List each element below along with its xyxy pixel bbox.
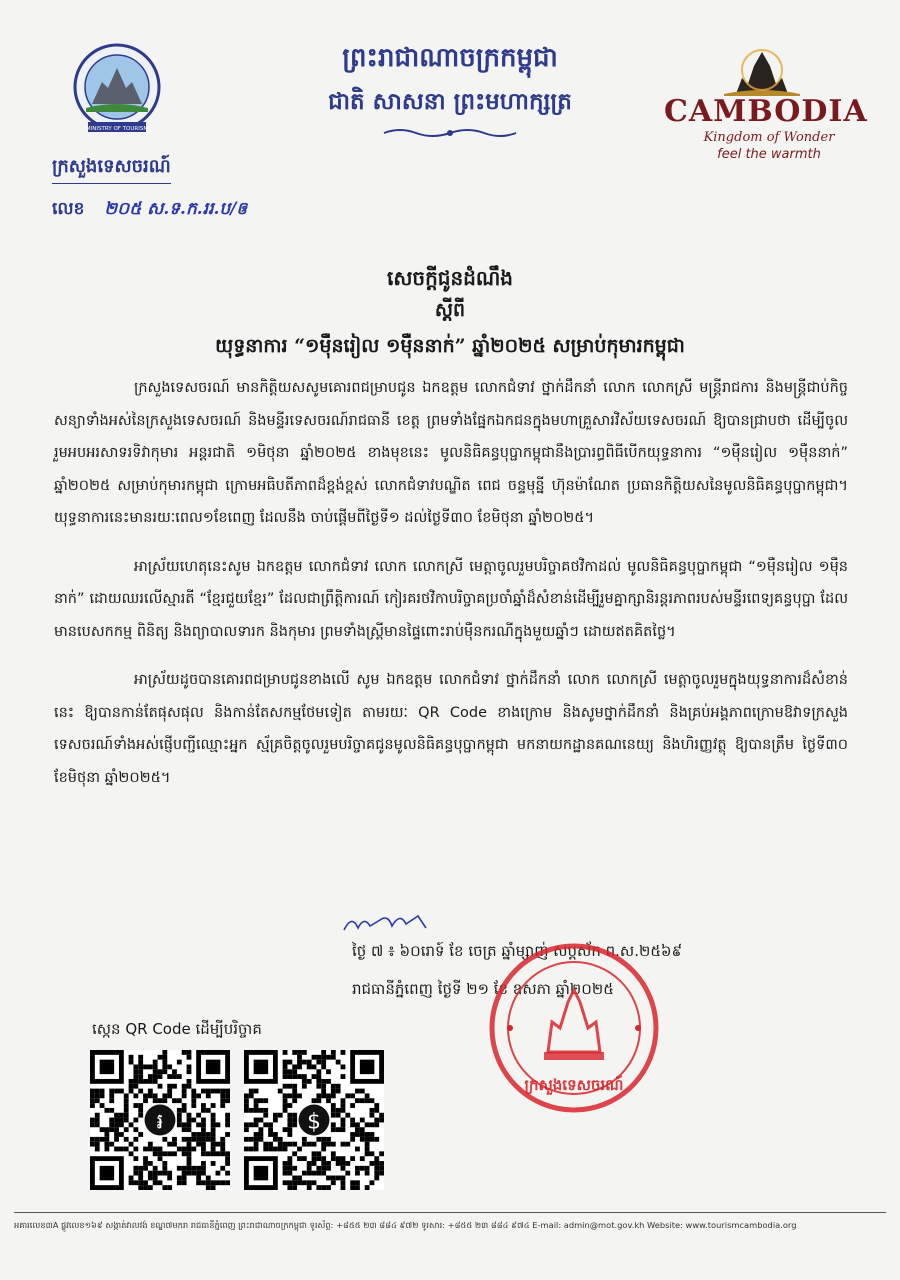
qr-code-dollar[interactable] — [244, 1050, 384, 1190]
qr-label: ស្កេន QR Code ដើម្បីបរិច្ចាគ — [92, 1020, 262, 1038]
paragraph-3: អាស្រ័យដូចបានគោរពជម្រាបជូនខាងលើ សូម ឯកឧត្តម លោកជំទាវ ថ្នាក់ដឹកនាំ លោក លោកស្រី មេត្តាចូលរួមក្នុងយុទ្ធនាការដ៏សំខាន់នេះ ឱ្យបានកាន់តែផុសផុល និងកាន់តែសកម្មថែមទៀត តាមរយៈ QR Code ខាងក្រោម និងសូមថ្នាក់ដឹកនាំ និងគ្រប់អង្គភាពក្រោមឱវាទក្រសួងទេសចរណ៍ទាំងអស់ផ្ញើបញ្ជីឈ្មោះអ្នក ស្ម័គ្រចិត្តចូលរួមបរិច្ចាគជូនមូលនិធិគន្ធបុប្ផាកម្ពុជា មកនាយកដ្ឋានគណនេយ្យ និងហិរញ្ញវត្ថុ ឱ្យបានត្រឹម ថ្ងៃទី៣០ ខែមិថុនា ឆ្នាំ២០២៥។ — [54, 672, 848, 786]
dollar-currency-icon-glyph: $ — [307, 1109, 321, 1135]
kingdom-header — [240, 38, 660, 144]
angkor-temple-icon — [664, 48, 860, 98]
title-line-2: ស្តីពី — [434, 299, 466, 321]
footer-divider — [14, 1212, 886, 1213]
brand-tagline: Kingdom of Wonder — [703, 130, 835, 145]
title-line-1: សេចក្តីជូនដំណឹង — [387, 266, 513, 290]
brand-slogan: feel the warmth — [717, 147, 821, 162]
svg-text:MINISTRY OF TOURISM: MINISTRY OF TOURISM — [85, 126, 149, 132]
qr-code-icon — [244, 1050, 384, 1190]
paragraph-2: អាស្រ័យហេតុនេះសូម ឯកឧត្តម លោកជំទាវ លោក លោកស្រី មេត្តាចូលរួមបរិច្ចាគថវិកាដល់ មូលនិធិគន្ធបុប្ផាកម្ពុជា “១ម៉ឺនរៀល ១ម៉ឺននាក់” ដោយឈរលើស្មារតី “ខ្មែរជួយខ្មែរ” ដែលជាព្រឹត្តិការណ៍ កៀរគរថវិកាបរិច្ចាគប្រចាំឆ្នាំដ៏សំខាន់ដើម្បីរួមគ្នាក្សានិរន្តរភាពរបស់មន្ទីរពេទ្យគន្ធបុប្ផា ដែលមានបេសកកម្ម ពិនិត្យ និងព្យាបាលទារក និងកុមារ ព្រមទាំងស្ត្រីមានផ្ទៃពោះរាប់ម៉ឺនករណីក្នុងមួយឆ្នាំៗ ដោយឥតគិតថ្លៃ។ — [54, 558, 848, 640]
title-line-3: យុទ្ធនាការ “១ម៉ឺនរៀល ១ម៉ឺននាក់” ឆ្នាំ២០២៥ សម្រាប់កុមារកម្ពុជា — [215, 335, 685, 357]
official-seal-stamp — [488, 942, 660, 1114]
qr-code-riel[interactable] — [90, 1050, 230, 1190]
riel-currency-icon-glyph: ៛ — [156, 1109, 164, 1135]
ministry-of-tourism-emblem-icon — [72, 42, 162, 140]
letter-body — [54, 372, 848, 810]
qr-code-icon — [90, 1050, 230, 1190]
reference-number — [52, 198, 247, 223]
kingdom-name: ព្រះរាជាណាចក្រកម្ពុជា — [342, 43, 558, 73]
cambodia-brand-logo — [664, 48, 868, 168]
ministry-name: ក្រសួងទេសចរណ៍ — [52, 154, 171, 184]
ref-value: ២០៥ ស.ទ.ក.ររ.ប/ឲ — [104, 199, 248, 219]
lunar-date: ថ្ងៃ ៧ ៖ ៦០រោទ៍ ខែ ចេត្រ ឆ្នាំម្សាញ់ សប្តស័ក ព.ស.២៥៦៩ — [352, 942, 683, 960]
paragraph-1: ក្រសួងទេសចរណ៍ មានកិត្តិយសសូមគោរពជម្រាបជូន ឯកឧត្តម លោកជំទាវ ថ្នាក់ដឹកនាំ លោក លោកស្រី មន្ត្រីរាជការ និងមន្ត្រីជាប់កិច្ចសន្យាទាំងអស់នៃក្រសួងទេសចរណ៍ និងមន្ទីរទេសចរណ៍រាជធានី ខេត្ត ព្រមទាំងផ្នែកឯកជនក្នុងមហាគ្រួសារវិស័យទេសចរណ៍ ឱ្យបានជ្រាបថា ដើម្បីចូលរួមអបអរសាទរទិវាកុមារ អន្តរជាតិ ១មិថុនា ឆ្នាំ២០២៥ ខាងមុខនេះ មូលនិធិគន្ធបុប្ផាកម្ពុជានឹងប្រារព្ធពិធីបើកយុទ្ធនាការ “១ម៉ឺនរៀល ១ម៉ឺននាក់” ឆ្នាំ២០២៥ សម្រាប់កុមារកម្ពុជា ក្រោមអធិបតីភាពដ៏ខ្ពង់ខ្ពស់ លោកជំទាវបណ្ឌិត ពេជ ចន្ទមុន្នី ហ៊ុនម៉ាណែត ប្រធានកិត្តិយសនៃមូលនិធិគន្ធបុប្ផាកម្ពុជា។ យុទ្ធនាការនេះមានរយៈពេល១ខែពេញ ដែលនឹង ចាប់ផ្តើមពីថ្ងៃទី១ ដល់ថ្ងៃទី៣០ ខែមិថុនា ឆ្នាំ២០២៥។ — [54, 380, 848, 526]
solar-date: រាជធានីភ្នំពេញ ថ្ងៃទី ២១ ខែ ឧសភា ឆ្នាំ២០២៥ — [352, 980, 614, 998]
national-motto: ជាតិ សាសនា ព្រះមហាក្សត្រ — [328, 88, 572, 115]
ornament-divider-icon — [380, 126, 520, 140]
svg-text:ក្រសួងទេសចរណ៍: ក្រសួងទេសចរណ៍ — [524, 1076, 624, 1094]
brand-word: CAMBODIA — [664, 94, 868, 129]
footer-contact: អគារលេខ៣A ផ្លូវលេខ១៦៩ សង្កាត់វាលវង់ ខណ្ឌ៧មករា រាជធានីភ្នំពេញ ព្រះរាជាណាចក្រកម្ពុជា ទូរស័ព្ទ: +៨៥៥ ២៣ ៨៨៤ ៩៧២ ទូរសារ: +៨៥៥ ២៣ ៨៨៤ ៩៧៤ E-mail: admin@mot.gov.kh Website: www.tourismcambodia.org — [14, 1220, 797, 1230]
ref-label: លេខ — [52, 199, 85, 219]
notice-title — [120, 262, 780, 362]
